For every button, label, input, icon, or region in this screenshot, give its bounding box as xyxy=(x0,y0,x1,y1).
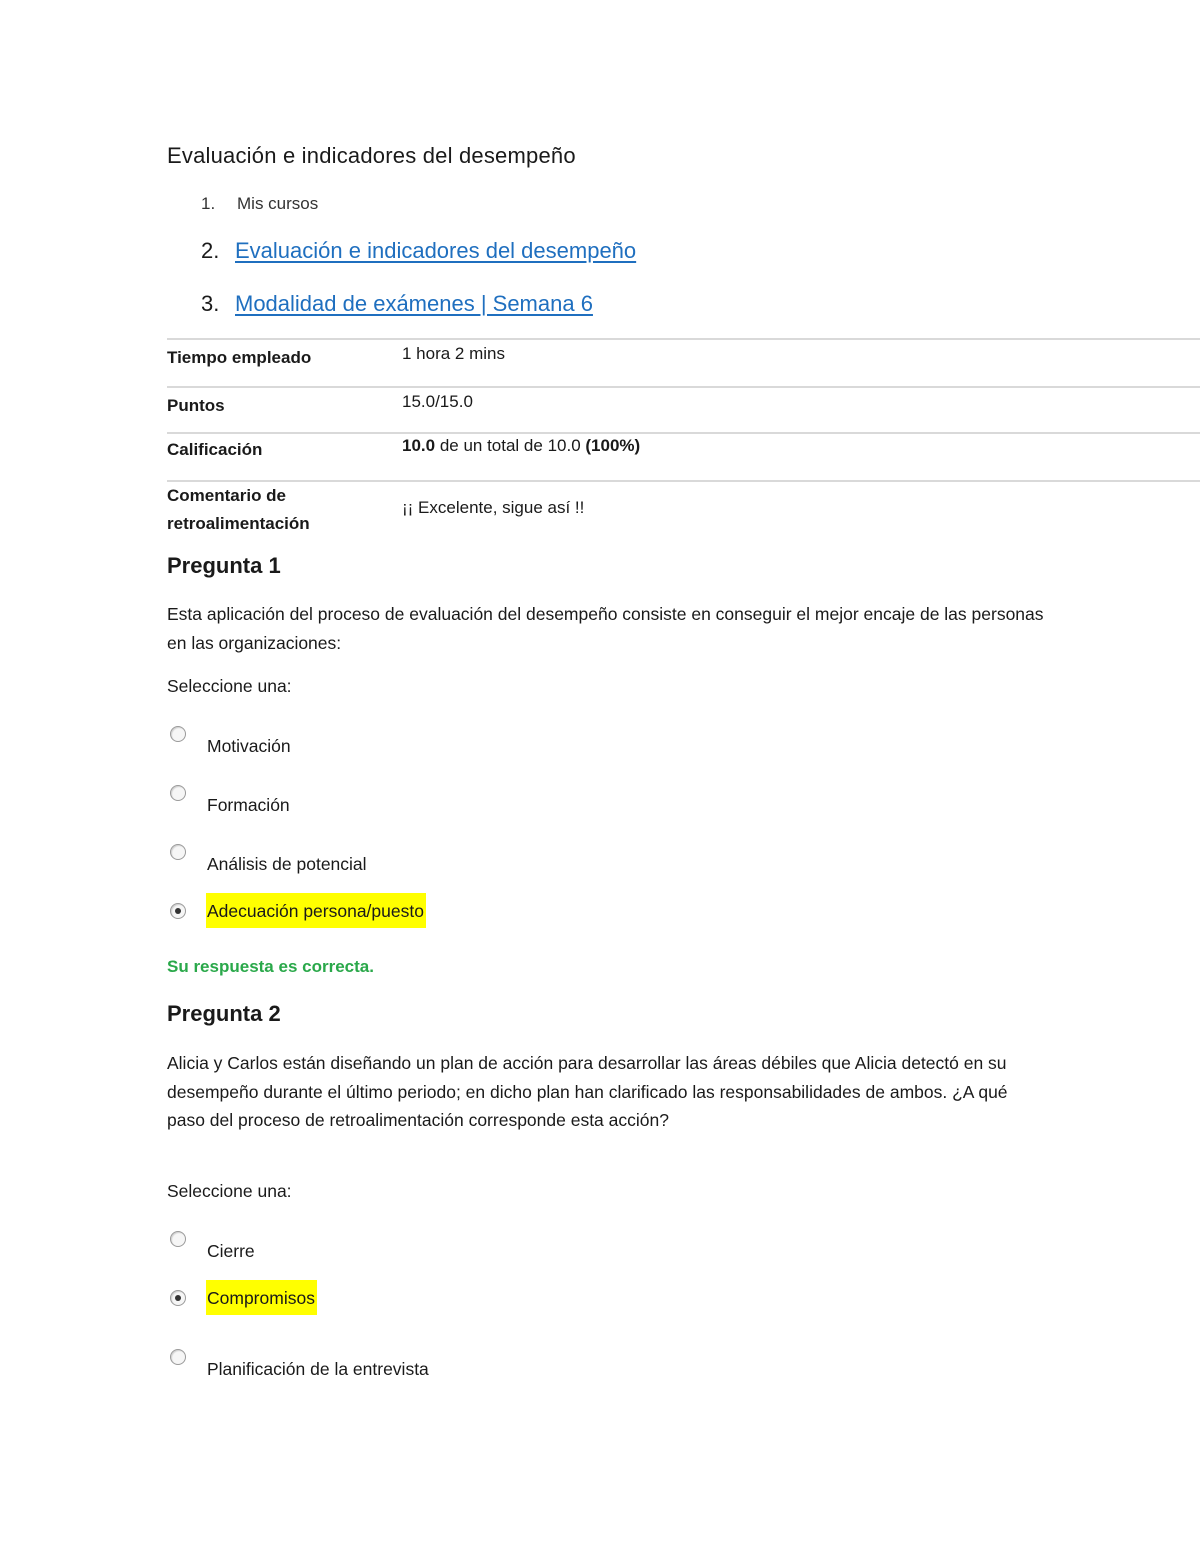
radio-button[interactable] xyxy=(170,1231,186,1247)
summary-value: 15.0/15.0 xyxy=(402,392,473,411)
question-2-title: Pregunta 2 xyxy=(167,1001,281,1026)
breadcrumb-item-mis-cursos xyxy=(201,194,318,214)
grade-score: 10.0 xyxy=(402,436,436,455)
summary-value xyxy=(402,436,640,456)
radio-button[interactable] xyxy=(170,1349,186,1365)
breadcrumb-item-course xyxy=(201,238,636,264)
radio-button-selected[interactable] xyxy=(170,1290,186,1306)
option-label-selected: Adecuación persona/puesto xyxy=(206,893,426,928)
summary-row-feedback xyxy=(167,480,1200,542)
question-1-text: Esta aplicación del proceso de evaluación del desempeño consiste en conseguir el mejor encaje de las personas en las organizaciones: xyxy=(167,604,1044,653)
question-2-option-2[interactable] xyxy=(167,1290,767,1334)
attempt-summary-table xyxy=(167,338,1200,542)
option-label: Cierre xyxy=(207,1241,255,1261)
breadcrumb-label: Mis cursos xyxy=(237,194,319,213)
summary-row-grade xyxy=(167,432,1200,480)
question-1-feedback: Su respuesta es correcta. xyxy=(167,957,374,976)
summary-label: Tiempo empleado xyxy=(167,348,312,367)
option-label: Planificación de la entrevista xyxy=(207,1359,429,1379)
breadcrumb-item-exam-mode xyxy=(201,291,593,317)
question-1-option-4[interactable] xyxy=(167,903,767,947)
question-1-option-3[interactable] xyxy=(167,844,767,888)
question-2-prompt: Seleccione una: xyxy=(167,1181,292,1201)
summary-label: Calificación xyxy=(167,440,263,459)
breadcrumb-number: 3. xyxy=(201,291,220,316)
summary-row-time xyxy=(167,338,1200,386)
option-label: Formación xyxy=(207,795,290,815)
question-2-option-1[interactable] xyxy=(167,1231,767,1275)
grade-total: de un total de 10.0 xyxy=(435,436,586,455)
course-title: Evaluación e indicadores del desempeño xyxy=(167,143,576,168)
breadcrumb-link-course[interactable]: Evaluación e indicadores del desempeño xyxy=(235,238,637,263)
summary-value: ¡¡ Excelente, sigue así !! xyxy=(402,498,585,517)
summary-row-points xyxy=(167,386,1200,432)
summary-value: 1 hora 2 mins xyxy=(402,344,505,363)
option-label: Análisis de potencial xyxy=(207,854,367,874)
summary-label: Comentario de retroalimentación xyxy=(167,486,310,533)
breadcrumb-link-exam-mode[interactable]: Modalidad de exámenes | Semana 6 xyxy=(235,291,593,316)
grade-percent: (100%) xyxy=(585,436,641,455)
question-2-text: Alicia y Carlos están diseñando un plan de acción para desarrollar las áreas débiles que Alicia detectó en su desempeño durante el último periodo; en dicho plan han clarificado las responsabilidades de ambos. ¿A qué paso del proceso de retroalimentación corresponde esta acción? xyxy=(167,1053,1008,1130)
question-1-prompt: Seleccione una: xyxy=(167,676,292,696)
option-label-selected: Compromisos xyxy=(206,1280,317,1315)
radio-button-selected[interactable] xyxy=(170,903,186,919)
breadcrumb-number: 1. xyxy=(201,194,216,213)
question-2-option-3[interactable] xyxy=(167,1349,767,1393)
radio-button[interactable] xyxy=(170,785,186,801)
question-1-title: Pregunta 1 xyxy=(167,553,281,578)
summary-label: Puntos xyxy=(167,396,225,415)
question-1-option-1[interactable] xyxy=(167,726,767,770)
radio-button[interactable] xyxy=(170,844,186,860)
question-1-option-2[interactable] xyxy=(167,785,767,829)
radio-button[interactable] xyxy=(170,726,186,742)
breadcrumb-number: 2. xyxy=(201,238,220,263)
option-label: Motivación xyxy=(207,736,291,756)
